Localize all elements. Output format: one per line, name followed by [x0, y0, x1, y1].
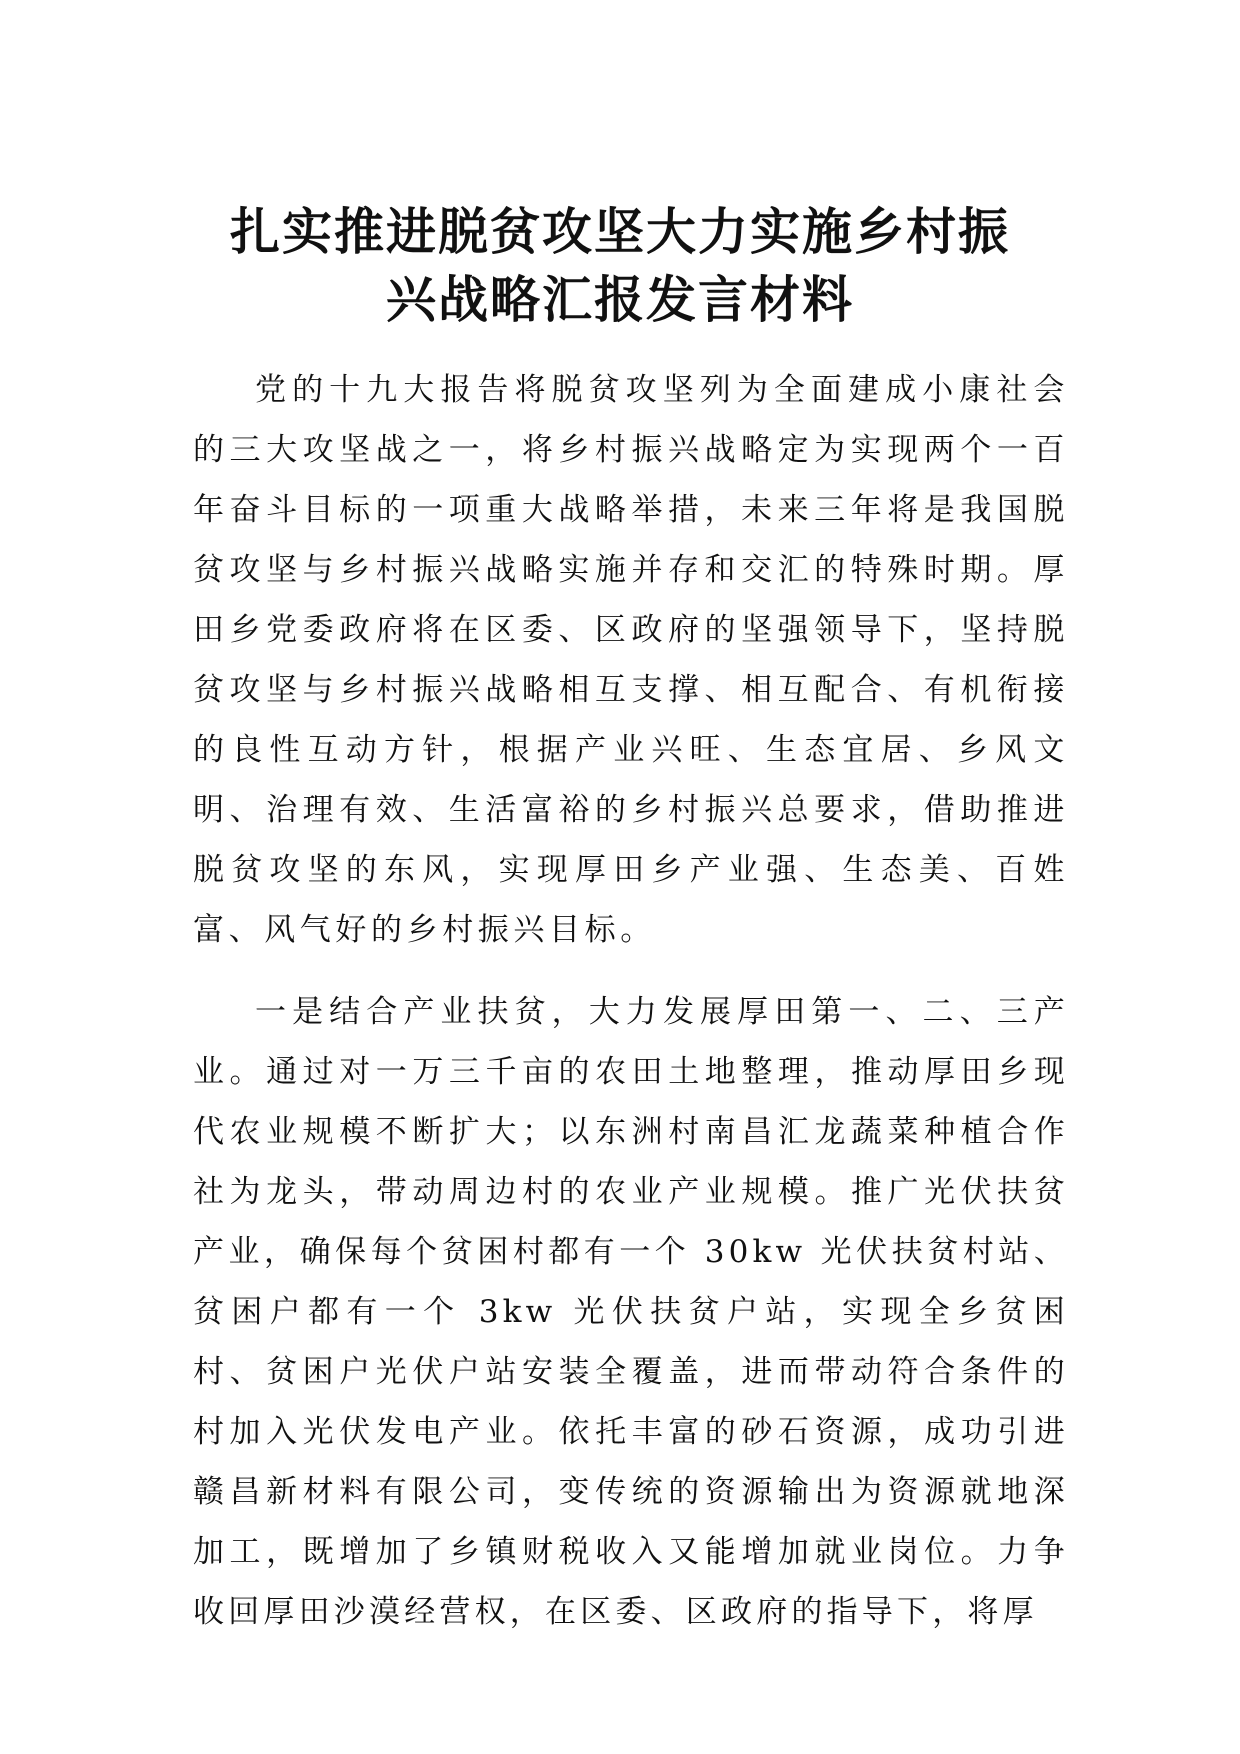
title-line-2: 兴战略汇报发言材料	[386, 271, 854, 329]
paragraph-industry: 一是结合产业扶贫，大力发展厚田第一、二、三产业。通过对一万三千亩的农田土地整理，推动厚田乡现代农业规模不断扩大；以东洲村南昌汇龙蔬菜种植合作社为龙头，带动周边村的农业产业规模。推广光伏扶贫产业，确保每个贫困村都有一个 30kw 光伏扶贫村站、贫困户都有一个 3kw 光伏扶贫户站，实现全乡贫困村、贫困户光伏户站安装全覆盖，进而带动符合条件的村加入光伏发电产业。依托丰富的砂石资源，成功引进赣昌新材料有限公司，变传统的资源输出为资源就地深加工，既增加了乡镇财税收入又能增加就业岗位。力争收回厚田沙漠经营权，在区委、区政府的指导下，将厚	[193, 994, 1069, 1630]
title-line-1: 扎实推进脱贫攻坚大力实施乡村振	[230, 203, 1010, 261]
paragraph-intro: 党的十九大报告将脱贫攻坚列为全面建成小康社会的三大攻坚战之一，将乡村振兴战略定为实现两个一百年奋斗目标的一项重大战略举措，未来三年将是我国脱贫攻坚与乡村振兴战略实施并存和交汇的特殊时期。厚田乡党委政府将在区委、区政府的坚强领导下，坚持脱贫攻坚与乡村振兴战略相互支撑、相互配合、有机衔接的良性互动方针，根据产业兴旺、生态宜居、乡风文明、治理有效、生活富裕的乡村振兴总要求，借助推进脱贫攻坚的东风，实现厚田乡产业强、生态美、百姓富、风气好的乡村振兴目标。	[193, 372, 1069, 948]
document-title	[150, 198, 1090, 334]
document-body	[193, 360, 1069, 1664]
